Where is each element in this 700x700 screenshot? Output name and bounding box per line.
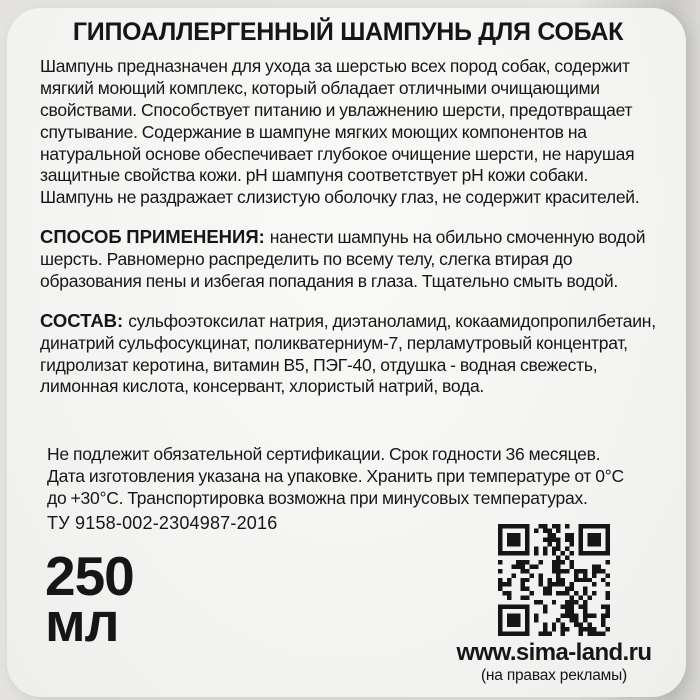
website-url: www.sima-land.ru [456,639,652,666]
product-title: ГИПОАЛЛЕРГЕННЫЙ ШАМПУНЬ ДЛЯ СОБАК [72,18,624,46]
composition-text: сульфоэтоксилат натрия, диэтаноламид, кокаамидопропилбетаин, динатрий сульфосукцинат, поликватерниум-7, перламутровый концентрат, гидролизат керотина, витамин B5, ПЭГ-40, отдушка - водная свежесть, лимонная кислота, консервант, хлористый натрий, вода. [40,310,656,397]
volume-unit: мл [45,590,119,653]
composition-section [40,309,656,399]
footer-block [442,524,666,685]
volume-badge [45,544,134,653]
certification-text: Не подлежит обязательной сертификации. Срок годности 36 месяцев. Дата изготовления указана на упаковке. Хранить при температуре от 0°С до +30°С. Транспортировка возможна при минусовых температурах. [47,444,624,508]
usage-heading: СПОСОБ ПРИМЕНЕНИЯ: [40,226,265,248]
qr-code [498,524,610,636]
tu-number: ТУ 9158-002-2304987-2016 [47,513,278,533]
usage-text: нанести шампунь на обильно смоченную водой шерсть. Равномерно распределить по всему телу, слегка втирая до образования пены и избегая попадания в глаза. Тщательно смыть водой. [40,227,646,291]
description-text: Шампунь предназначен для ухода за шерстью всех пород собак, содержит мягкий моющий комплекс, который обладает отличными очищающими свойствами. Способствует питанию и увлажнению шерсти, предотвращает спутывание. Содержание в шампуне мягких моющих компонентов на натуральной основе обеспечивает глубокое очищение шерсти, не нарушая защитные свойства кожи. pH шампуня соответствует pH кожи собаки. Шампунь не раздражает слизистую оболочку глаз, не содержит красителей. [40,56,640,208]
product-label [7,8,686,697]
usage-section [40,225,656,293]
ad-notice: (на правах рекламы) [480,667,628,684]
volume-amount: 250 [45,544,134,607]
composition-heading: СОСТАВ: [40,309,124,331]
